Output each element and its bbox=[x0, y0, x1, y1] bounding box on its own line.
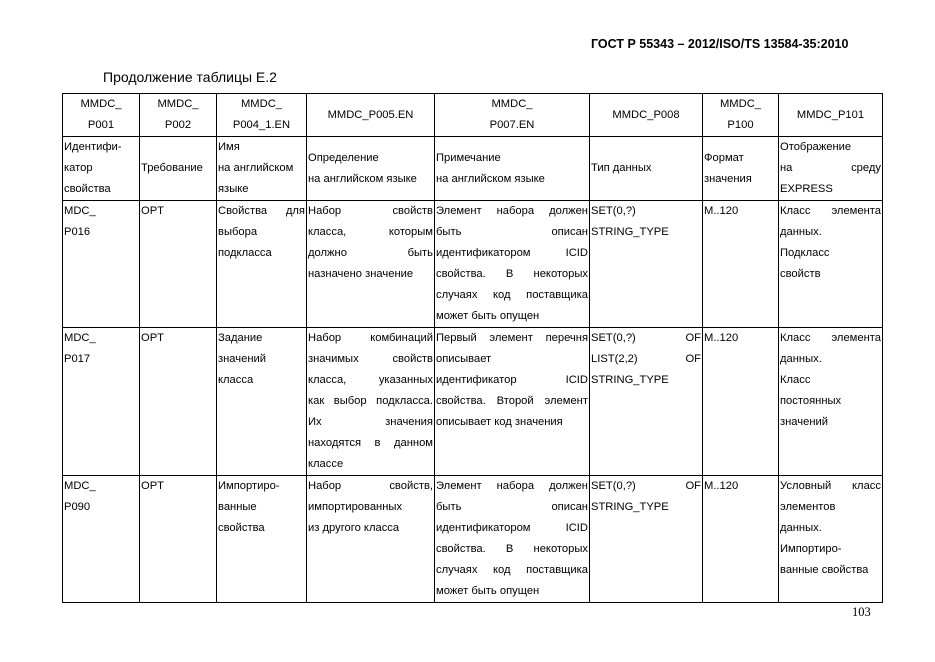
cell-line: Набор комбинаций bbox=[308, 332, 433, 344]
cell-line: MMDC_ bbox=[157, 98, 199, 110]
cell-line: Элемент набора должен bbox=[436, 205, 588, 217]
cell-line: данных. bbox=[780, 522, 822, 534]
cell-line: M..120 bbox=[704, 480, 739, 492]
cell-line: Первый элемент перечня bbox=[436, 332, 588, 344]
cell-line: Примечание bbox=[436, 151, 501, 164]
cell-datatype bbox=[590, 328, 703, 476]
cell-definition bbox=[307, 476, 435, 603]
cell-line: должно быть bbox=[308, 247, 433, 259]
cell-express bbox=[779, 476, 883, 603]
cell-line: Идентифи- bbox=[64, 141, 122, 153]
cell-line: может быть опущен bbox=[436, 310, 540, 322]
cell-line: случаях код поставщика bbox=[436, 289, 588, 301]
cell-line: SET(0,?) OF bbox=[591, 332, 701, 344]
table-row bbox=[63, 201, 883, 328]
cell-line: на английском языке bbox=[436, 172, 545, 185]
cell-name bbox=[217, 328, 307, 476]
code-cell bbox=[217, 94, 307, 137]
cell-line: OPT bbox=[141, 480, 164, 492]
name-cell bbox=[217, 137, 307, 201]
table-caption: Продолжение таблицы Е.2 bbox=[103, 69, 277, 85]
cell-line: элементов bbox=[780, 501, 836, 513]
cell-line: MMDC_P008 bbox=[612, 108, 680, 121]
cell-name bbox=[217, 476, 307, 603]
cell-line: Класс bbox=[780, 374, 811, 386]
cell-line: EXPRESS bbox=[780, 183, 833, 195]
cell-line: случаях код поставщика bbox=[436, 564, 588, 576]
cell-requirement bbox=[140, 201, 217, 328]
cell-requirement bbox=[140, 476, 217, 603]
cell-requirement bbox=[140, 328, 217, 476]
cell-format bbox=[703, 328, 779, 476]
table-row bbox=[63, 476, 883, 603]
cell-definition bbox=[307, 201, 435, 328]
cell-line: языке bbox=[218, 183, 249, 195]
cell-line: M..120 bbox=[704, 332, 739, 344]
cell-line: Формат bbox=[704, 151, 744, 164]
cell-line: Условный класс bbox=[780, 480, 881, 492]
cell-line: находятся в данном bbox=[308, 437, 433, 449]
cell-line: OPT bbox=[141, 205, 164, 217]
cell-line: Класс элемента bbox=[780, 205, 881, 217]
cell-line: MDC_ bbox=[64, 332, 96, 344]
cell-line: значения bbox=[704, 172, 752, 185]
cell-line: STRING_TYPE bbox=[591, 226, 669, 238]
name-cell bbox=[307, 137, 435, 201]
cell-line: класса, которым bbox=[308, 226, 433, 238]
code-cell bbox=[779, 94, 883, 137]
cell-line: P007.EN bbox=[489, 119, 535, 131]
cell-line: может быть опущен bbox=[436, 585, 540, 597]
cell-line: Набор свойств, bbox=[308, 480, 433, 492]
cell-line: MDC_ bbox=[64, 205, 96, 217]
code-cell bbox=[63, 94, 140, 137]
cell-note bbox=[435, 328, 590, 476]
cell-line: подкласса bbox=[218, 247, 272, 259]
cell-line: OPT bbox=[141, 332, 164, 344]
name-cell bbox=[435, 137, 590, 201]
cell-line: постоянных bbox=[780, 395, 842, 407]
cell-line: данных. bbox=[780, 226, 822, 238]
cell-line: значимых свойств bbox=[308, 353, 433, 365]
cell-line: быть описан bbox=[436, 501, 588, 513]
cell-express bbox=[779, 328, 883, 476]
cell-line: Определение bbox=[308, 151, 379, 164]
cell-line: Их значения bbox=[308, 416, 433, 428]
name-cell bbox=[63, 137, 140, 201]
name-cell bbox=[779, 137, 883, 201]
cell-line: P100 bbox=[727, 119, 754, 131]
cell-line: P002 bbox=[164, 119, 192, 131]
cell-line: классе bbox=[308, 458, 344, 470]
cell-line: на английском языке bbox=[308, 172, 417, 185]
cell-line: Подкласс bbox=[780, 247, 830, 259]
cell-line: Элемент набора должен bbox=[436, 480, 588, 492]
cell-line: Задание bbox=[218, 332, 263, 344]
cell-line: P001 bbox=[87, 119, 115, 131]
name-cell bbox=[140, 137, 217, 201]
cell-line: класса, указанных bbox=[308, 374, 433, 386]
cell-line: LIST(2,2) OF bbox=[591, 353, 701, 365]
cell-line: MMDC_ bbox=[240, 98, 283, 110]
cell-line: Импортиро- bbox=[780, 543, 842, 555]
code-cell bbox=[140, 94, 217, 137]
cell-line: SET(0,?) bbox=[591, 205, 636, 217]
cell-line: MMDC_ bbox=[491, 98, 533, 110]
code-cell bbox=[435, 94, 590, 137]
cell-line: класса bbox=[218, 374, 254, 386]
cell-line: Тип данных bbox=[591, 162, 652, 174]
cell-line: свойства. В некоторых bbox=[436, 543, 588, 555]
cell-id bbox=[63, 201, 140, 328]
cell-line: значений bbox=[218, 353, 267, 365]
name-header-row bbox=[63, 137, 883, 201]
cell-line: идентификатором ICID bbox=[436, 522, 588, 534]
cell-line: MMDC_ bbox=[80, 98, 122, 110]
cell-line: Имя bbox=[218, 141, 240, 153]
cell-format bbox=[703, 476, 779, 603]
standard-header: ГОСТ Р 55343 – 2012/ISO/TS 13584-35:2010 bbox=[591, 37, 849, 51]
cell-line: идентификатор ICID bbox=[436, 374, 588, 386]
cell-line: выбора bbox=[218, 226, 258, 238]
cell-line: Импортиро- bbox=[218, 480, 280, 492]
cell-line: импортированных bbox=[308, 501, 403, 513]
cell-line: из другого класса bbox=[308, 522, 400, 534]
code-header-row bbox=[63, 94, 883, 137]
cell-line: свойства. Второй элемент bbox=[436, 395, 588, 407]
cell-line: на английском bbox=[218, 162, 294, 174]
cell-line: быть описан bbox=[436, 226, 588, 238]
cell-id bbox=[63, 328, 140, 476]
cell-line: P004_1.EN bbox=[232, 119, 291, 131]
cell-line: STRING_TYPE bbox=[591, 374, 669, 386]
cell-line: STRING_TYPE bbox=[591, 501, 669, 513]
cell-line: P016 bbox=[64, 226, 91, 238]
cell-line: значений bbox=[780, 416, 829, 428]
cell-line: MMDC_P101 bbox=[796, 108, 865, 121]
cell-line: назначено значение bbox=[308, 268, 414, 280]
cell-note bbox=[435, 201, 590, 328]
cell-line: идентификатором ICID bbox=[436, 247, 588, 259]
cell-datatype bbox=[590, 201, 703, 328]
cell-line: Требование bbox=[141, 162, 203, 174]
cell-line: свойства bbox=[218, 522, 265, 534]
table-row bbox=[63, 328, 883, 476]
cell-format bbox=[703, 201, 779, 328]
cell-line: P090 bbox=[64, 501, 91, 513]
cell-line: MMDC_P005.EN bbox=[327, 108, 414, 121]
code-cell bbox=[307, 94, 435, 137]
code-cell bbox=[590, 94, 703, 137]
properties-table bbox=[62, 93, 883, 603]
cell-note bbox=[435, 476, 590, 603]
cell-line: Класс элемента bbox=[780, 332, 881, 344]
cell-line: SET(0,?) OF bbox=[591, 480, 701, 492]
cell-datatype bbox=[590, 476, 703, 603]
cell-line: на среду bbox=[780, 162, 881, 174]
cell-line: свойств bbox=[780, 268, 821, 280]
cell-line: M..120 bbox=[704, 205, 739, 217]
cell-line: Отображение bbox=[780, 141, 852, 153]
cell-line: P017 bbox=[64, 353, 91, 365]
cell-line: данных. bbox=[780, 353, 822, 365]
cell-line: ванные bbox=[218, 501, 257, 513]
cell-line: MDC_ bbox=[64, 480, 96, 492]
cell-line: MMDC_ bbox=[719, 98, 762, 110]
cell-express bbox=[779, 201, 883, 328]
cell-name bbox=[217, 201, 307, 328]
cell-line: Набор свойств bbox=[308, 205, 433, 217]
cell-definition bbox=[307, 328, 435, 476]
cell-line: Свойства для bbox=[218, 205, 305, 217]
cell-line: описывает bbox=[436, 353, 492, 365]
cell-id bbox=[63, 476, 140, 603]
name-cell bbox=[590, 137, 703, 201]
code-cell bbox=[703, 94, 779, 137]
name-cell bbox=[703, 137, 779, 201]
cell-line: описывает код значения bbox=[436, 416, 563, 428]
cell-line: свойства. В некоторых bbox=[436, 268, 588, 280]
cell-line: свойства bbox=[64, 183, 111, 195]
cell-line: как выбор подкласса. bbox=[308, 395, 433, 407]
page-number: 103 bbox=[852, 605, 871, 619]
cell-line: катор bbox=[64, 162, 93, 174]
cell-line: ванные свойства bbox=[780, 564, 869, 576]
